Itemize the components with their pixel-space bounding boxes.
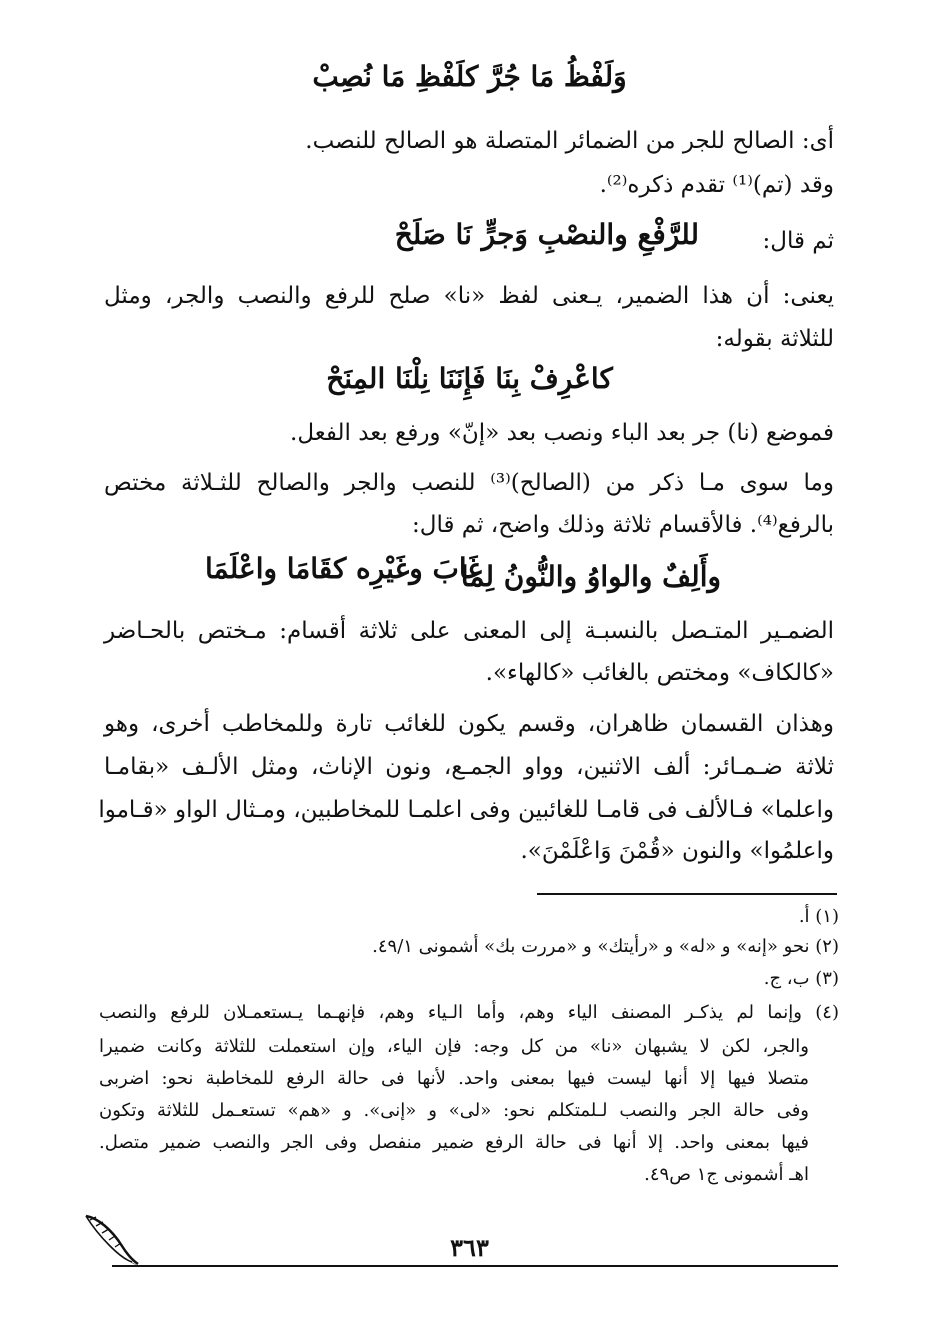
text-line: وما سوى مـا ذكر من (الصالح)⁽³⁾ للنصب والجر والصالح للثـلاثة مختص xyxy=(104,470,834,496)
footnote-1: (١) أ. xyxy=(798,906,839,927)
text-line: واعلما» فـالألف فى قامـا للغائبين وفى اعلمـا للمخاطبين، ومـثال الواو «قـاموا xyxy=(98,797,834,823)
text-line: واعلمُوا» والنون «قُمْنَ وَاعْلَمْنَ». xyxy=(520,838,834,864)
text-line: للثلاثة بقوله: xyxy=(715,326,834,352)
text-line-label: ثم قال: xyxy=(762,228,834,254)
bottom-rule xyxy=(112,1265,838,1267)
footnote-4-line: فيها بمعنى واحد. إلا أنها فى حالة الرفع ضمير منفصل وفى الجر والنصب ضمير متصل. xyxy=(99,1132,809,1153)
verse-line-4a: وأَلِفٌ والواوُ والنُّونُ لِمَا xyxy=(460,560,721,593)
verse-line-1: وَلَفْظُ مَا جُرَّ كلَفْظِ مَا نُصِبْ xyxy=(312,60,627,93)
text-line: أى: الصالح للجر من الضمائر المتصلة هو الصالح للنصب. xyxy=(305,128,834,154)
text-line: «كالكاف» ومختص بالغائب «كالهاء». xyxy=(485,660,834,686)
verse-line-2: للرَّفْعِ والنصْبِ وَجرٍّ نَا صَلَحْ xyxy=(394,218,699,251)
verse-line-3: كاعْرِفْ بِنَا فَإِنَنَا نِلْنَا المِنَحْ xyxy=(326,362,613,395)
text-line: ثلاثة ضـمـائر: ألف الاثنين، وواو الجمـع، ونون الإناث، ومثل الألـف «بقامـا xyxy=(104,754,834,780)
text-line: بالرفع⁽⁴⁾. فالأقسام ثلاثة وذلك واضح، ثم قال: xyxy=(411,512,834,538)
text-line: وهذان القسمان ظاهران، وقسم يكون للغائب تارة وللمخاطب أخرى، وهو xyxy=(104,711,834,737)
footnote-4-line: متصلا فيها إلا أنها ليست فيها بمعنى واحد. لأنها فى حالة الرفع للمخاطبة نحو: اضربى xyxy=(99,1068,809,1089)
verse-line-4b: غَابَ وغَيْرِه كقَامَا واعْلَمَا xyxy=(205,552,483,585)
quill-pen-icon xyxy=(82,1208,144,1275)
footnote-4: (٤) وإنما لم يذكـر المصنف الياء وهم، وأما الـياء وهم، فإنهـما يـستعمـلان للرفع والنصب xyxy=(99,1002,839,1023)
footnote-4-line: وفى حالة الجر والنصب لـلمتكلم نحو: «لى» و «إنى». و «هم» تستعـمل للثلاثة وتكون xyxy=(99,1100,809,1121)
footnote-4-line: اهـ أشمونى ج١ ص٤٩. xyxy=(644,1164,809,1185)
page-number: ٣٦٣ xyxy=(450,1233,489,1262)
text-line: وقد (تم)⁽¹⁾ تقدم ذكره⁽²⁾. xyxy=(599,172,834,198)
text-line: يعنى: أن هذا الضمير، يـعنى لفظ «نا» صلح للرفع والنصب والجر، ومثل xyxy=(104,283,834,309)
footnote-2: (٢) نحو «إنه» و «له» و «رأيتك» و «مررت بك» أشمونى ٤٩/١. xyxy=(372,936,839,957)
footnote-3: (٣) ب، ج. xyxy=(763,968,839,989)
footnote-separator xyxy=(537,893,837,895)
footnote-4-line: والجر، لكن لا يشبهان «نا» من كل وجه: فإن الياء، وإن استعملت للثلاثة وكانت ضميرا xyxy=(99,1036,809,1057)
text-line: فموضع (نا) جر بعد الباء ونصب بعد «إنّ» ورفع بعد الفعل. xyxy=(290,420,834,446)
text-line: الضمـير المتـصل بالنسبـة إلى المعنى على ثلاثة أقسام: مـختص بالحـاضر xyxy=(104,618,834,644)
